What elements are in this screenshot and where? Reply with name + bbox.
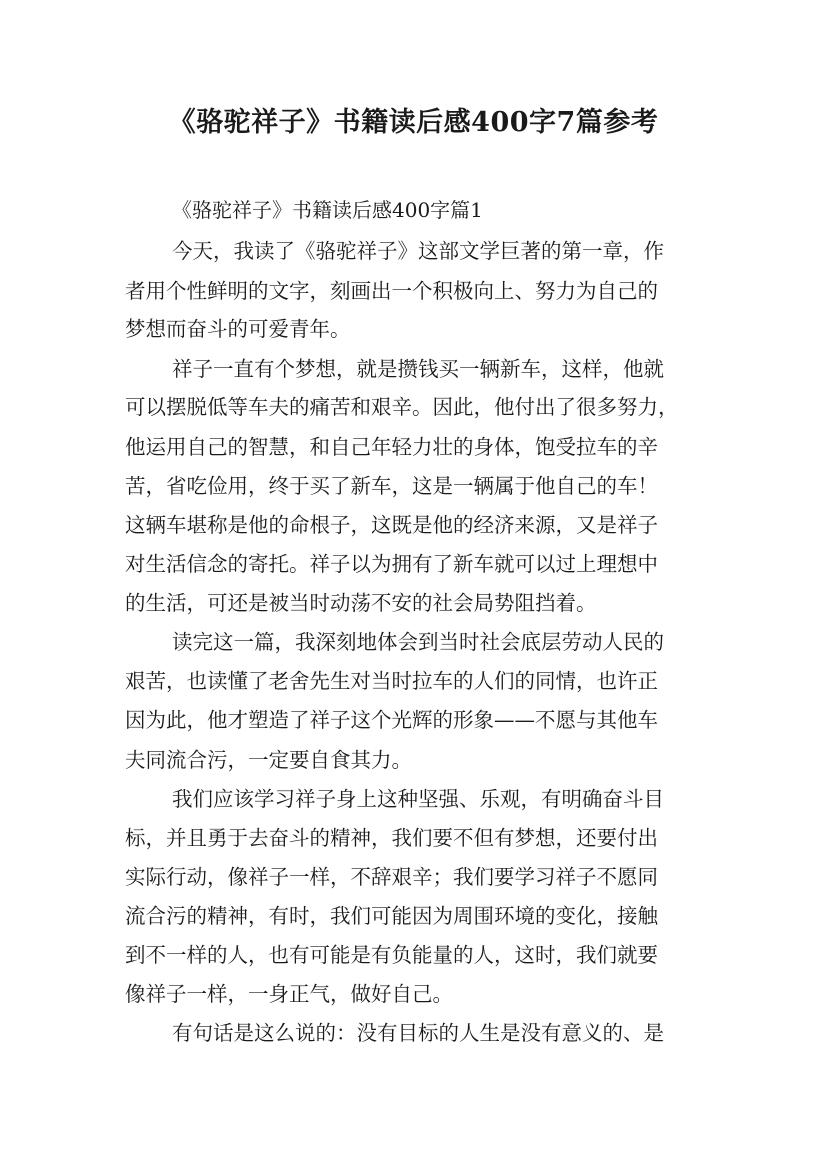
paragraph-line: 苦，省吃俭用，终于买了新车，这是一辆属于他自己的车！	[125, 474, 658, 498]
paragraph-line: 读完这一篇，我深刻地体会到当时社会底层劳动人民的	[172, 630, 664, 654]
paragraph-line: 像祥子一样，一身正气，做好自己。	[125, 982, 453, 1006]
paragraph-line: 这辆车堪称是他的命根子，这既是他的经济来源，又是祥子	[125, 513, 658, 537]
paragraph-line: 实际行动，像祥子一样，不辞艰辛；我们要学习祥子不愿同	[125, 865, 658, 889]
paragraph-line: 到不一样的人，也有可能是有负能量的人，这时，我们就要	[125, 943, 658, 967]
paragraph-line: 因为此，他才塑造了祥子这个光辉的形象——不愿与其他车	[125, 708, 658, 732]
paragraph-line: 标，并且勇于去奋斗的精神，我们要不但有梦想，还要付出	[125, 826, 658, 850]
paragraph-line: 祥子一直有个梦想，就是攒钱买一辆新车，这样，他就	[172, 357, 664, 381]
paragraph-line: 流合污的精神，有时，我们可能因为周围环境的变化，接触	[125, 904, 658, 928]
document-title: 《骆驼祥子》书籍读后感400字7篇参考	[168, 107, 659, 138]
paragraph-line: 的生活，可还是被当时动荡不安的社会局势阻挡着。	[125, 591, 597, 615]
paragraph-line: 有句话是这么说的：没有目标的人生是没有意义的、是	[172, 1021, 664, 1045]
paragraph-line: 我们应该学习祥子身上这种坚强、乐观，有明确奋斗目	[172, 787, 664, 811]
paragraph-line: 对生活信念的寄托。祥子以为拥有了新车就可以过上理想中	[125, 552, 658, 576]
paragraph-line: 可以摆脱低等车夫的痛苦和艰辛。因此，他付出了很多努力，	[125, 395, 679, 419]
paragraph-line: 今天，我读了《骆驼祥子》这部文学巨著的第一章，作	[172, 239, 664, 263]
paragraph-line: 者用个性鲜明的文字，刻画出一个积极向上、努力为自己的	[125, 279, 658, 303]
paragraph-line: 他运用自己的智慧，和自己年轻力壮的身体，饱受拉车的辛	[125, 435, 658, 459]
paragraph-line: 艰苦，也读懂了老舍先生对当时拉车的人们的同情，也许正	[125, 669, 658, 693]
paragraph-line: 夫同流合污，一定要自食其力。	[125, 748, 412, 772]
paragraph-line: 梦想而奋斗的可爱青年。	[125, 317, 351, 341]
section-heading: 《骆驼祥子》书籍读后感400字篇1	[172, 198, 483, 222]
